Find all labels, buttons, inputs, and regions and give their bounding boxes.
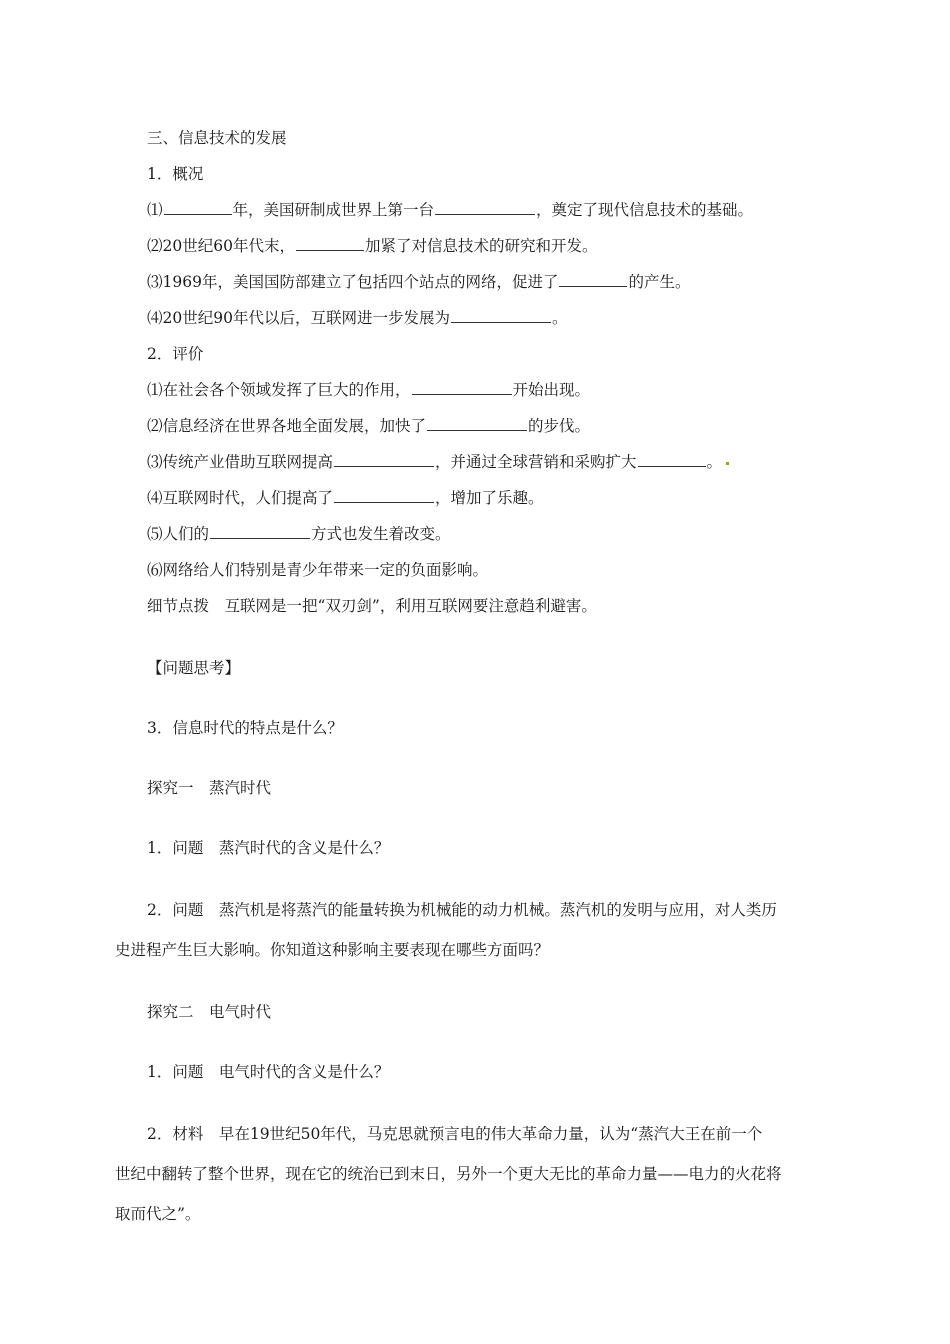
fill-blank[interactable] [210, 524, 310, 539]
evaluation-item-2: ⑵信息经济在世界各地全面发展，加快了 的步伐。 [147, 417, 591, 435]
fill-blank[interactable] [334, 452, 434, 467]
overview-item-3: ⑶1969年，美国国防部建立了包括四个站点的网络，促进了 的产生。 [147, 273, 691, 291]
section-title: 三、信息技术的发展 [147, 129, 287, 147]
think-heading: 【问题思考】 [147, 659, 241, 677]
detail-tip: 细节点拨 互联网是一把“双刃剑”，利用互联网要注意趋利避害。 [147, 597, 597, 615]
evaluation-item-1: ⑴在社会各个领域发挥了巨大的作用， 开始出现。 [147, 381, 591, 399]
fill-blank[interactable] [334, 488, 434, 503]
evaluation-item-5: ⑸人们的 方式也发生着改变。 [147, 525, 451, 543]
overview-item-2: ⑵20世纪60年代末， 加紧了对信息技术的研究和开发。 [147, 237, 598, 255]
explore-2-question-1: 1．问题 电气时代的含义是什么？ [147, 1063, 390, 1081]
evaluation-item-6: ⑹网络给人们特别是青少年带来一定的负面影响。 [147, 561, 489, 579]
explore-2-material-line-1: 2．材料 早在19世纪50年代，马克思就预言电的伟大革命力量，认为“蒸汽大王在前一个 [147, 1125, 763, 1143]
subheading-overview: 1．概况 [147, 165, 204, 183]
explore-1-title: 探究一 蒸汽时代 [147, 779, 272, 797]
fill-blank[interactable] [427, 416, 527, 431]
explore-1-question-2-line-1: 2．问题 蒸汽机是将蒸汽的能量转换为机械能的动力机械。蒸汽机的发明与应用，对人类历 [147, 901, 777, 919]
explore-2-title: 探究二 电气时代 [147, 1003, 272, 1021]
overview-item-4: ⑷20世纪90年代以后，互联网进一步发展为 。 [147, 309, 568, 327]
fill-blank[interactable] [412, 380, 512, 395]
explore-1-question-1: 1．问题 蒸汽时代的含义是什么？ [147, 839, 390, 857]
fill-blank[interactable] [559, 272, 627, 287]
fill-blank[interactable] [451, 308, 551, 323]
think-question-3: 3．信息时代的特点是什么？ [147, 719, 343, 737]
subheading-evaluation: 2．评价 [147, 345, 204, 363]
explore-1-question-2-line-2: 史进程产生巨大影响。你知道这种影响主要表现在哪些方面吗？ [115, 941, 550, 959]
fill-blank[interactable] [164, 200, 232, 215]
fill-blank[interactable] [638, 452, 706, 467]
overview-item-1: ⑴ 年，美国研制成世界上第一台 ，奠定了现代信息技术的基础。 [147, 201, 754, 219]
fill-blank[interactable] [435, 200, 535, 215]
fill-blank[interactable] [296, 236, 364, 251]
explore-2-material-line-3: 取而代之”。 [115, 1205, 201, 1223]
marker-dot [726, 462, 729, 465]
explore-2-material-line-2: 世纪中翻转了整个世界，现在它的统治已到末日，另外一个更大无比的革命力量——电力的火花将 [115, 1165, 782, 1183]
evaluation-item-3: ⑶传统产业借助互联网提高 ，并通过全球营销和采购扩大 。 [147, 452, 729, 472]
evaluation-item-4: ⑷互联网时代，人们提高了 ，增加了乐趣。 [147, 489, 544, 507]
